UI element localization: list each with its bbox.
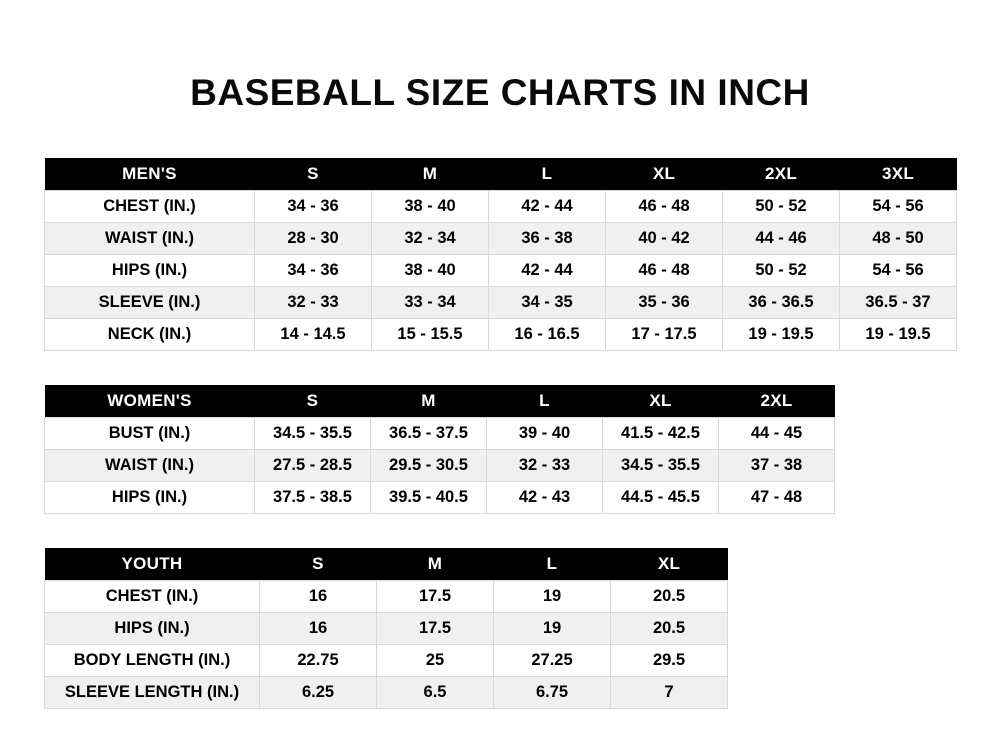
table-cell: 16: [260, 581, 377, 613]
table-spacer: [44, 514, 956, 548]
table-row: [45, 223, 957, 255]
row-label: SLEEVE LENGTH (IN.): [45, 677, 260, 709]
column-header: WOMEN'S: [45, 385, 255, 418]
table-cell: 7: [611, 677, 728, 709]
row-label: BUST (IN.): [45, 418, 255, 450]
table-cell: 19: [494, 581, 611, 613]
table-cell: 20.5: [611, 613, 728, 645]
table-cell: 32 - 33: [487, 450, 603, 482]
column-header: XL: [606, 158, 723, 191]
size-tables-container: [0, 158, 1000, 709]
column-header: S: [260, 548, 377, 581]
table-cell: 27.25: [494, 645, 611, 677]
table-cell: 54 - 56: [840, 191, 957, 223]
row-label: WAIST (IN.): [45, 223, 255, 255]
table-cell: 44 - 45: [719, 418, 835, 450]
table-cell: 22.75: [260, 645, 377, 677]
table-spacer: [44, 351, 956, 385]
table-row: [45, 450, 835, 482]
table-cell: 16 - 16.5: [489, 319, 606, 351]
table-cell: 50 - 52: [723, 255, 840, 287]
table-cell: 48 - 50: [840, 223, 957, 255]
table-cell: 27.5 - 28.5: [255, 450, 371, 482]
table-cell: 33 - 34: [372, 287, 489, 319]
column-header: M: [377, 548, 494, 581]
table-cell: 47 - 48: [719, 482, 835, 514]
table-cell: 36.5 - 37: [840, 287, 957, 319]
table-cell: 42 - 43: [487, 482, 603, 514]
table-cell: 39 - 40: [487, 418, 603, 450]
row-label: CHEST (IN.): [45, 581, 260, 613]
column-header: S: [255, 158, 372, 191]
table-cell: 19 - 19.5: [840, 319, 957, 351]
column-header: L: [489, 158, 606, 191]
table-row: [45, 613, 728, 645]
column-header: S: [255, 385, 371, 418]
page-title: BASEBALL SIZE CHARTS IN INCH: [190, 72, 810, 113]
table-cell: 29.5: [611, 645, 728, 677]
table-cell: 34 - 36: [255, 191, 372, 223]
table-cell: 16: [260, 613, 377, 645]
table-header-row: [45, 385, 835, 418]
table-cell: 42 - 44: [489, 191, 606, 223]
column-header: M: [372, 158, 489, 191]
column-header: YOUTH: [45, 548, 260, 581]
table-cell: 44 - 46: [723, 223, 840, 255]
table-row: [45, 482, 835, 514]
table-cell: 39.5 - 40.5: [371, 482, 487, 514]
column-header: MEN'S: [45, 158, 255, 191]
column-header: XL: [603, 385, 719, 418]
table-cell: 35 - 36: [606, 287, 723, 319]
table-row: [45, 581, 728, 613]
table-cell: 54 - 56: [840, 255, 957, 287]
table-cell: 34.5 - 35.5: [603, 450, 719, 482]
table-row: [45, 255, 957, 287]
table-cell: 38 - 40: [372, 191, 489, 223]
table-cell: 37 - 38: [719, 450, 835, 482]
table-cell: 50 - 52: [723, 191, 840, 223]
table-row: [45, 645, 728, 677]
table-cell: 17 - 17.5: [606, 319, 723, 351]
column-header: M: [371, 385, 487, 418]
table-cell: 6.75: [494, 677, 611, 709]
table-cell: 28 - 30: [255, 223, 372, 255]
column-header: 2XL: [723, 158, 840, 191]
row-label: HIPS (IN.): [45, 613, 260, 645]
table-cell: 17.5: [377, 581, 494, 613]
row-label: WAIST (IN.): [45, 450, 255, 482]
table-cell: 6.5: [377, 677, 494, 709]
table-cell: 40 - 42: [606, 223, 723, 255]
mens-size-table: [44, 158, 957, 351]
table-cell: 6.25: [260, 677, 377, 709]
table-cell: 34 - 35: [489, 287, 606, 319]
table-cell: 46 - 48: [606, 255, 723, 287]
row-label: SLEEVE (IN.): [45, 287, 255, 319]
table-cell: 14 - 14.5: [255, 319, 372, 351]
youth-size-table: [44, 548, 728, 709]
table-header-row: [45, 158, 957, 191]
column-header: L: [487, 385, 603, 418]
table-cell: 32 - 34: [372, 223, 489, 255]
table-cell: 19: [494, 613, 611, 645]
column-header: XL: [611, 548, 728, 581]
table-row: [45, 287, 957, 319]
womens-size-table: [44, 385, 835, 514]
table-cell: 15 - 15.5: [372, 319, 489, 351]
table-cell: 36.5 - 37.5: [371, 418, 487, 450]
table-cell: 36 - 36.5: [723, 287, 840, 319]
table-cell: 36 - 38: [489, 223, 606, 255]
row-label: BODY LENGTH (IN.): [45, 645, 260, 677]
column-header: L: [494, 548, 611, 581]
row-label: CHEST (IN.): [45, 191, 255, 223]
table-row: [45, 677, 728, 709]
table-cell: 37.5 - 38.5: [255, 482, 371, 514]
table-cell: 29.5 - 30.5: [371, 450, 487, 482]
table-cell: 20.5: [611, 581, 728, 613]
table-cell: 25: [377, 645, 494, 677]
table-row: [45, 418, 835, 450]
table-row: [45, 191, 957, 223]
table-cell: 41.5 - 42.5: [603, 418, 719, 450]
table-cell: 19 - 19.5: [723, 319, 840, 351]
table-cell: 44.5 - 45.5: [603, 482, 719, 514]
column-header: 2XL: [719, 385, 835, 418]
table-cell: 38 - 40: [372, 255, 489, 287]
row-label: HIPS (IN.): [45, 255, 255, 287]
table-cell: 32 - 33: [255, 287, 372, 319]
table-cell: 34.5 - 35.5: [255, 418, 371, 450]
table-header-row: [45, 548, 728, 581]
table-cell: 34 - 36: [255, 255, 372, 287]
row-label: NECK (IN.): [45, 319, 255, 351]
table-cell: 42 - 44: [489, 255, 606, 287]
column-header: 3XL: [840, 158, 957, 191]
table-cell: 46 - 48: [606, 191, 723, 223]
table-row: [45, 319, 957, 351]
row-label: HIPS (IN.): [45, 482, 255, 514]
table-cell: 17.5: [377, 613, 494, 645]
